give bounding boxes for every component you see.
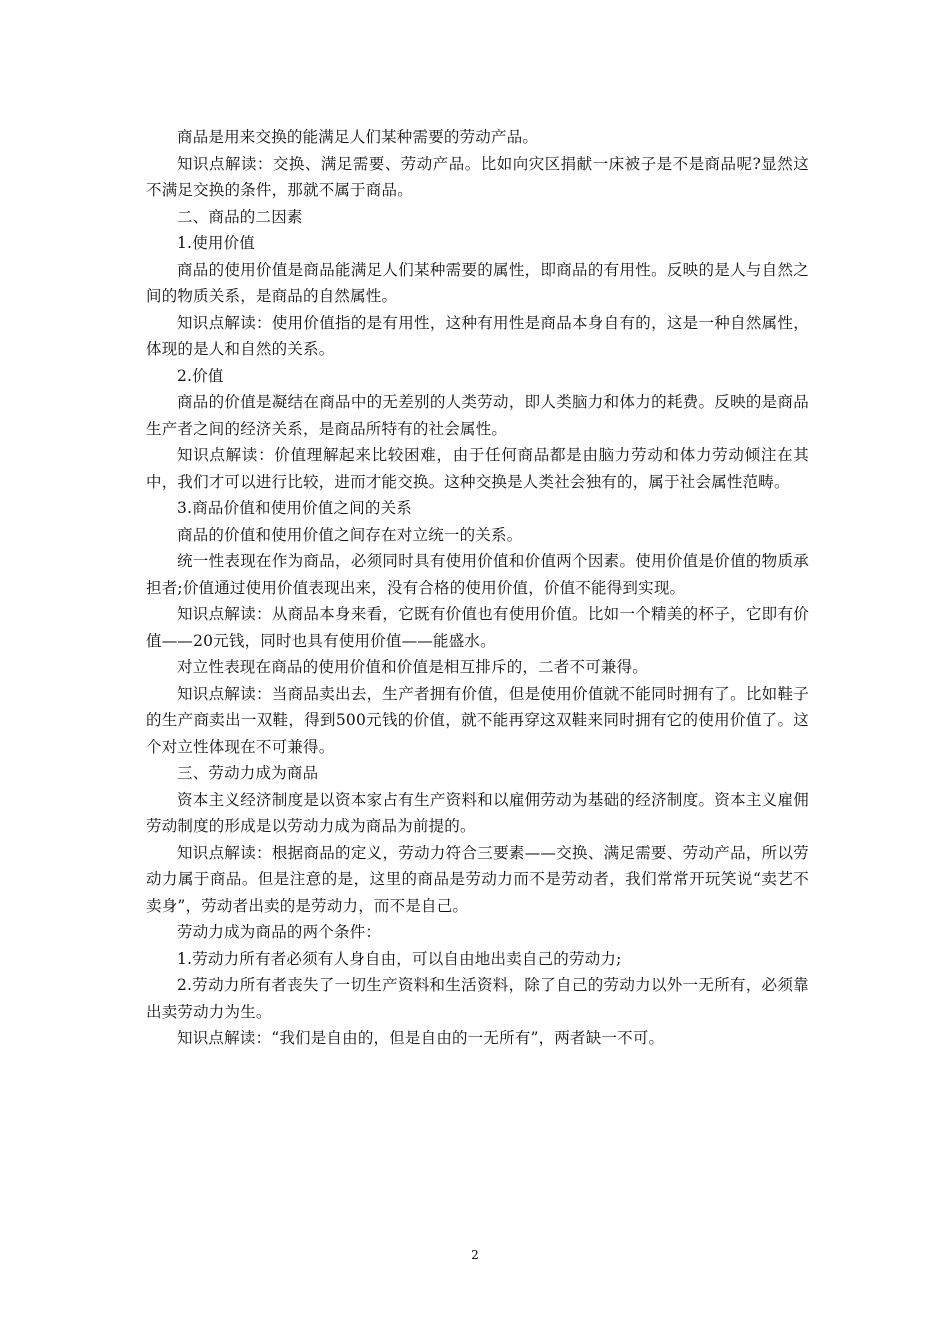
paragraph: 知识点解读：价值理解起来比较困难，由于任何商品都是由脑力劳动和体力劳动倾注在其中，我们才可以进行比较，进而才能交换。这种交换是人类社会独有的，属于社会属性范畴。 bbox=[146, 446, 809, 491]
paragraph: 知识点解读：交换、满足需要、劳动产品。比如向灾区捐献一床被子是不是商品呢?显然这不满足交换的条件，那就不属于商品。 bbox=[146, 154, 809, 199]
paragraph: 资本主义经济制度是以资本家占有生产资料和以雇佣劳动为基础的经济制度。资本主义雇佣劳动制度的形成是以劳动力成为商品为前提的。 bbox=[146, 790, 809, 835]
paragraph: 劳动力成为商品的两个条件： bbox=[177, 923, 382, 941]
paragraph: 知识点解读：“我们是自由的，但是自由的一无所有”，两者缺一不可。 bbox=[177, 1029, 665, 1047]
paragraph: 知识点解读：当商品卖出去，生产者拥有价值，但是使用价值就不能同时拥有了。比如鞋子的生产商卖出一双鞋，得到500元钱的价值，就不能再穿这双鞋来同时拥有它的使用价值了。这个对立性体现在不可兼得。 bbox=[146, 684, 809, 756]
subsection-heading: 2.价值 bbox=[177, 366, 224, 385]
paragraph: 知识点解读：从商品本身来看，它既有价值也有使用价值。比如一个精美的杯子，它即有价值——20元钱，同时也具有使用价值——能盛水。 bbox=[146, 605, 809, 650]
subsection-heading: 3.商品价值和使用价值之间的关系 bbox=[177, 499, 412, 517]
page-number: 2 bbox=[471, 1248, 479, 1262]
section-heading: 二、商品的二因素 bbox=[177, 207, 303, 226]
paragraph: 商品的价值和使用价值之间存在对立统一的关系。 bbox=[177, 525, 523, 544]
paragraph: 知识点解读：根据商品的定义，劳动力符合三要素——交换、满足需要、劳动产品，所以劳动力属于商品。但是注意的是，这里的商品是劳动力而不是劳动者，我们常常开玩笑说“卖艺不卖身”，劳动者出卖的是劳动力，而不是自己。 bbox=[146, 843, 809, 915]
paragraph: 商品的使用价值是商品能满足人们某种需要的属性，即商品的有用性。反映的是人与自然之间的物质关系，是商品的自然属性。 bbox=[146, 260, 809, 305]
list-item: 1.劳动力所有者必须有人身自由，可以自由地出卖自己的劳动力; bbox=[177, 949, 622, 968]
section-heading: 三、劳动力成为商品 bbox=[177, 764, 319, 782]
paragraph: 对立性表现在商品的使用价值和价值是相互排斥的，二者不可兼得。 bbox=[177, 658, 649, 676]
subsection-heading: 1.使用价值 bbox=[177, 234, 255, 252]
paragraph: 商品是用来交换的能满足人们某种需要的劳动产品。 bbox=[177, 128, 539, 146]
document-body bbox=[146, 124, 809, 1052]
paragraph: 商品的价值是凝结在商品中的无差别的人类劳动，即人类脑力和体力的耗费。反映的是商品生产者之间的经济关系，是商品所特有的社会属性。 bbox=[146, 393, 809, 438]
paragraph: 统一性表现在作为商品，必须同时具有使用价值和价值两个因素。使用价值是价值的物质承担者;价值通过使用价值表现出来，没有合格的使用价值，价值不能得到实现。 bbox=[146, 552, 809, 597]
list-item: 2.劳动力所有者丧失了一切生产资料和生活资料，除了自己的劳动力以外一无所有，必须靠出卖劳动力为生。 bbox=[146, 976, 809, 1021]
paragraph: 知识点解读：使用价值指的是有用性，这种有用性是商品本身自有的，这是一种自然属性，体现的是人和自然的关系。 bbox=[146, 313, 809, 358]
